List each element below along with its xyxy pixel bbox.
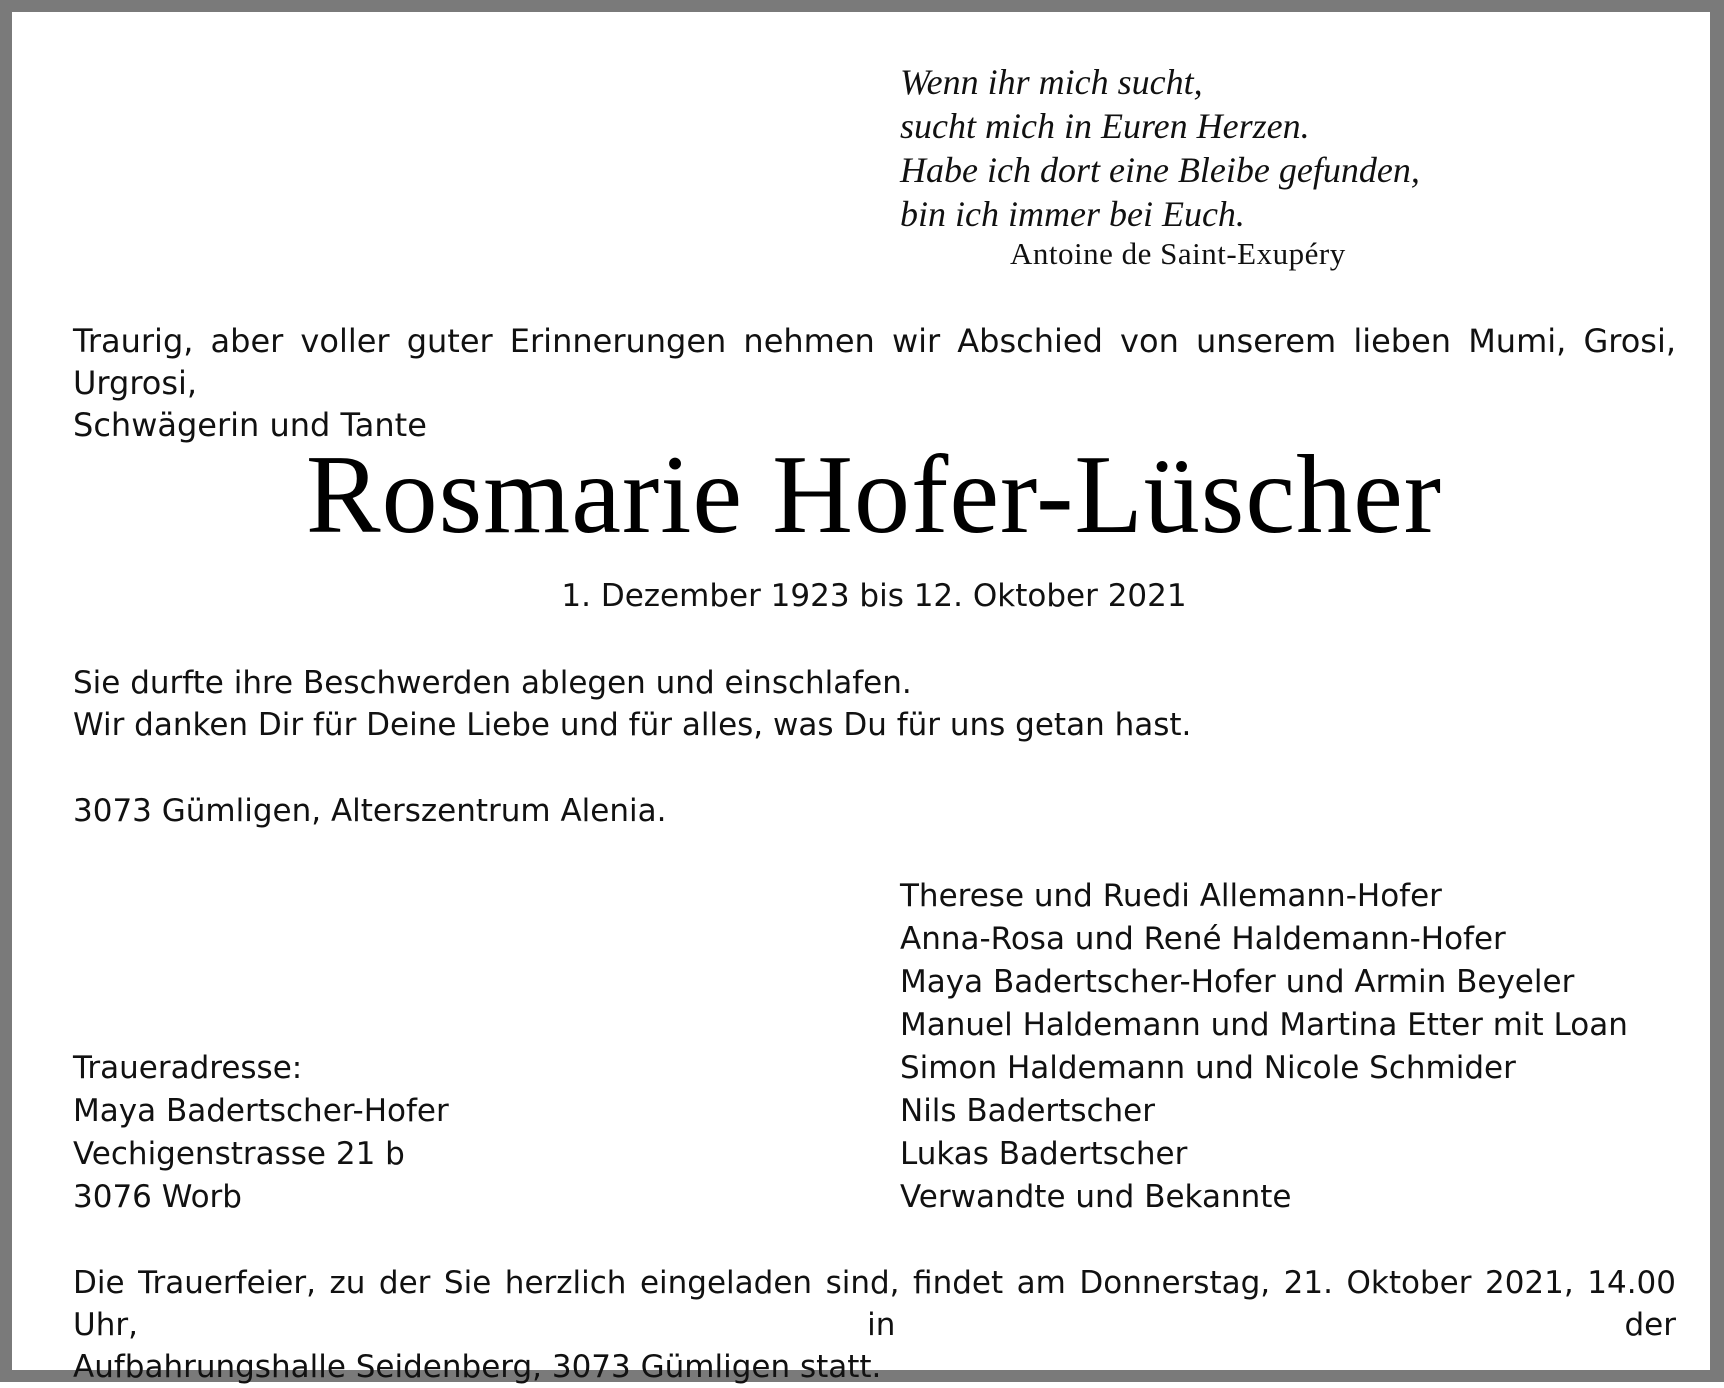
- mourner: Simon Haldemann und Nicole Schmider: [900, 1050, 1516, 1086]
- intro-line: Schwägerin und Tante: [73, 406, 427, 444]
- thanks-line: Sie durfte ihre Beschwerden ablegen und einschlafen.: [73, 665, 912, 701]
- ceremony-line: Die Trauerfeier, zu der Sie herzlich eingeladen sind, findet am Donnerstag, 21. Oktober 2021, 14.00 Uhr, in der: [73, 1265, 1676, 1343]
- poem-author: Antoine de Saint-Exupéry: [1010, 236, 1346, 271]
- ceremony-line: Aufbahrungshalle Seidenberg, 3073 Gümligen statt.: [73, 1349, 882, 1385]
- intro-text: [73, 320, 1676, 446]
- mourner: Nils Badertscher: [900, 1093, 1155, 1129]
- mourner: Anna-Rosa und René Haldemann-Hofer: [900, 921, 1506, 957]
- deceased-name: Rosmarie Hofer-Lüscher: [305, 433, 1443, 557]
- thanks-line: Wir danken Dir für Deine Liebe und für alles, was Du für uns getan hast.: [73, 707, 1192, 743]
- address-city: 3076 Worb: [73, 1179, 242, 1215]
- thanks-text: [73, 662, 1191, 746]
- mourner: Verwandte und Bekannte: [900, 1179, 1292, 1215]
- mourner: Therese und Ruedi Allemann-Hofer: [900, 878, 1442, 914]
- address-name: Maya Badertscher-Hofer: [73, 1093, 449, 1129]
- mourner: Manuel Haldemann und Martina Etter mit Loan: [900, 1007, 1628, 1043]
- mourning-address: [73, 1047, 449, 1219]
- poem: [900, 60, 1420, 236]
- mourner: Maya Badertscher-Hofer und Armin Beyeler: [900, 964, 1575, 1000]
- life-dates: 1. Dezember 1923 bis 12. Oktober 2021: [561, 578, 1187, 614]
- poem-line: Wenn ihr mich sucht,: [900, 62, 1203, 102]
- place-of-death: 3073 Gümligen, Alterszentrum Alenia.: [73, 793, 667, 829]
- poem-line: Habe ich dort eine Bleibe gefunden,: [900, 150, 1420, 190]
- address-label: Traueradresse:: [73, 1050, 303, 1086]
- intro-line: Traurig, aber voller guter Erinnerungen nehmen wir Abschied von unserem lieben Mumi, Grosi, Urgrosi,: [73, 322, 1676, 402]
- ceremony-text: [73, 1262, 1676, 1388]
- poem-line: sucht mich in Euren Herzen.: [900, 106, 1310, 146]
- mourners-list: [900, 875, 1628, 1219]
- poem-line: bin ich immer bei Euch.: [900, 194, 1245, 234]
- address-street: Vechigenstrasse 21 b: [73, 1136, 405, 1172]
- mourner: Lukas Badertscher: [900, 1136, 1188, 1172]
